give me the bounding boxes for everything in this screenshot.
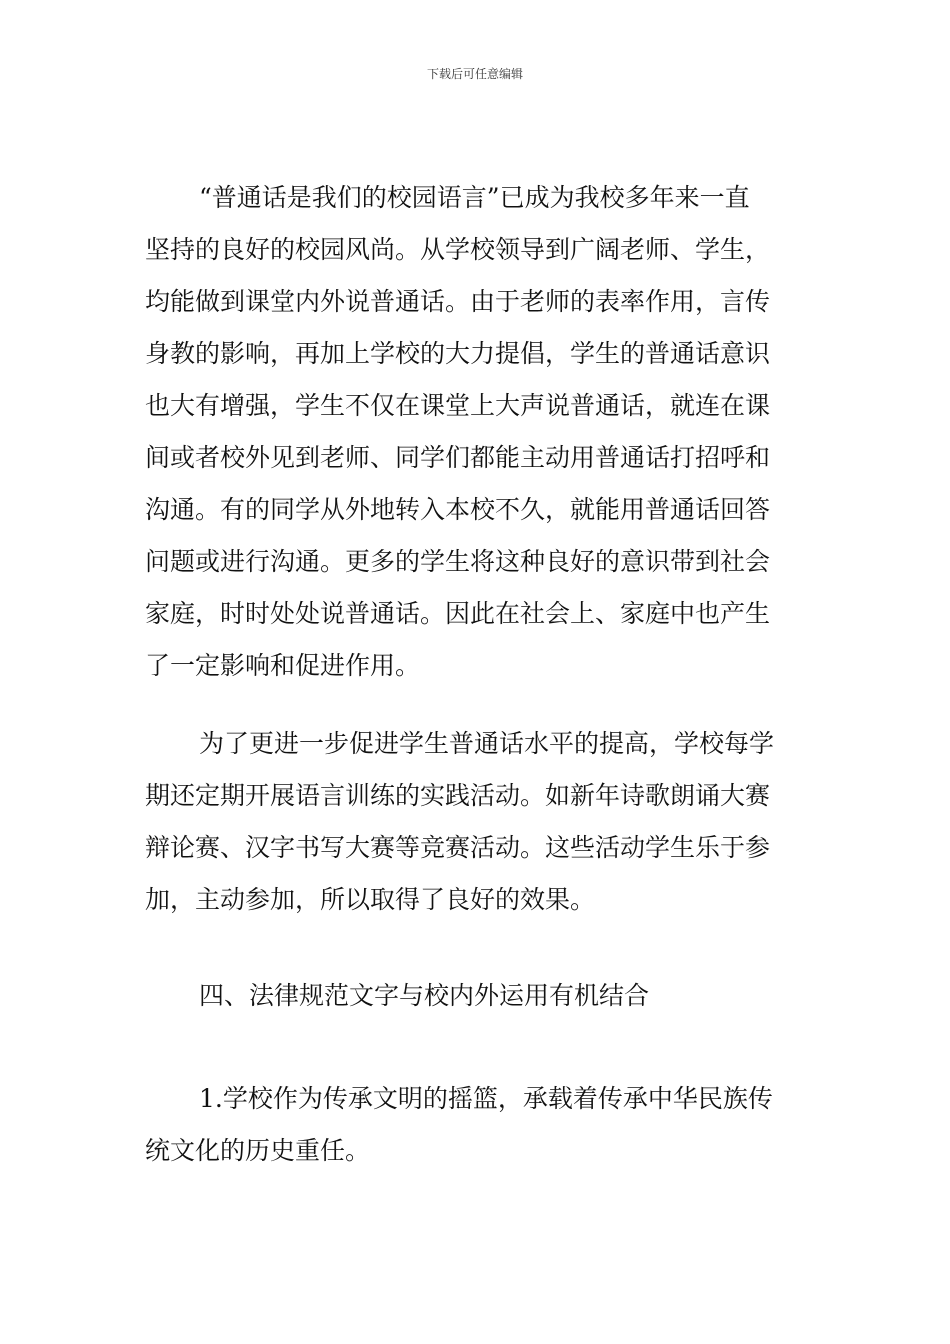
paragraph-putonghua-campus-language xyxy=(145,172,810,692)
paragraph-language-training-activities xyxy=(145,718,810,926)
paragraph-line: 也大有增强，学生不仅在课堂上大声说普通话，就连在课 xyxy=(145,391,771,420)
paragraph-line: 为了更进一步促进学生普通话水平的提高，学校每学 xyxy=(199,729,775,758)
paragraph-line: 均能做到课堂内外说普通话。由于老师的表率作用，言传 xyxy=(145,287,771,316)
paragraph-line: 间或者校外见到老师、同学们都能主动用普通话打招呼和 xyxy=(145,443,771,472)
section-heading-four xyxy=(145,970,810,1022)
paragraph-line: 坚持的良好的校园风尚。从学校领导到广阔老师、学生， xyxy=(145,235,771,264)
paragraph-line: 1.学校作为传承文明的摇篮，承载着传承中华民族传 xyxy=(199,1084,773,1113)
paragraph-line: 问题或进行沟通。更多的学生将这种良好的意识带到社会 xyxy=(145,547,771,576)
paragraph-line: 身教的影响，再加上学校的大力提倡，学生的普通话意识 xyxy=(145,339,771,368)
paragraph-item-one xyxy=(145,1073,810,1177)
paragraph-line: 了一定影响和促进作用。 xyxy=(145,651,421,680)
paragraph-line: “普通话是我们的校园语言”已成为我校多年来一直 xyxy=(199,183,750,212)
paragraph-line: 期还定期开展语言训练的实践活动。如新年诗歌朗诵大赛 xyxy=(145,781,771,810)
section-heading-text: 四、法律规范文字与校内外运用有机结合 xyxy=(199,981,650,1010)
paragraph-line: 家庭，时时处处说普通话。因此在社会上、家庭中也产生 xyxy=(145,599,771,628)
paragraph-line: 统文化的历史重任。 xyxy=(145,1136,371,1165)
page-header: 下载后可任意编辑 xyxy=(426,67,523,81)
paragraph-line: 加，主动参加，所以取得了良好的效果。 xyxy=(145,885,596,914)
paragraph-line: 沟通。有的同学从外地转入本校不久，就能用普通话回答 xyxy=(145,495,771,524)
paragraph-line: 辩论赛、汉字书写大赛等竞赛活动。这些活动学生乐于参 xyxy=(145,833,771,862)
